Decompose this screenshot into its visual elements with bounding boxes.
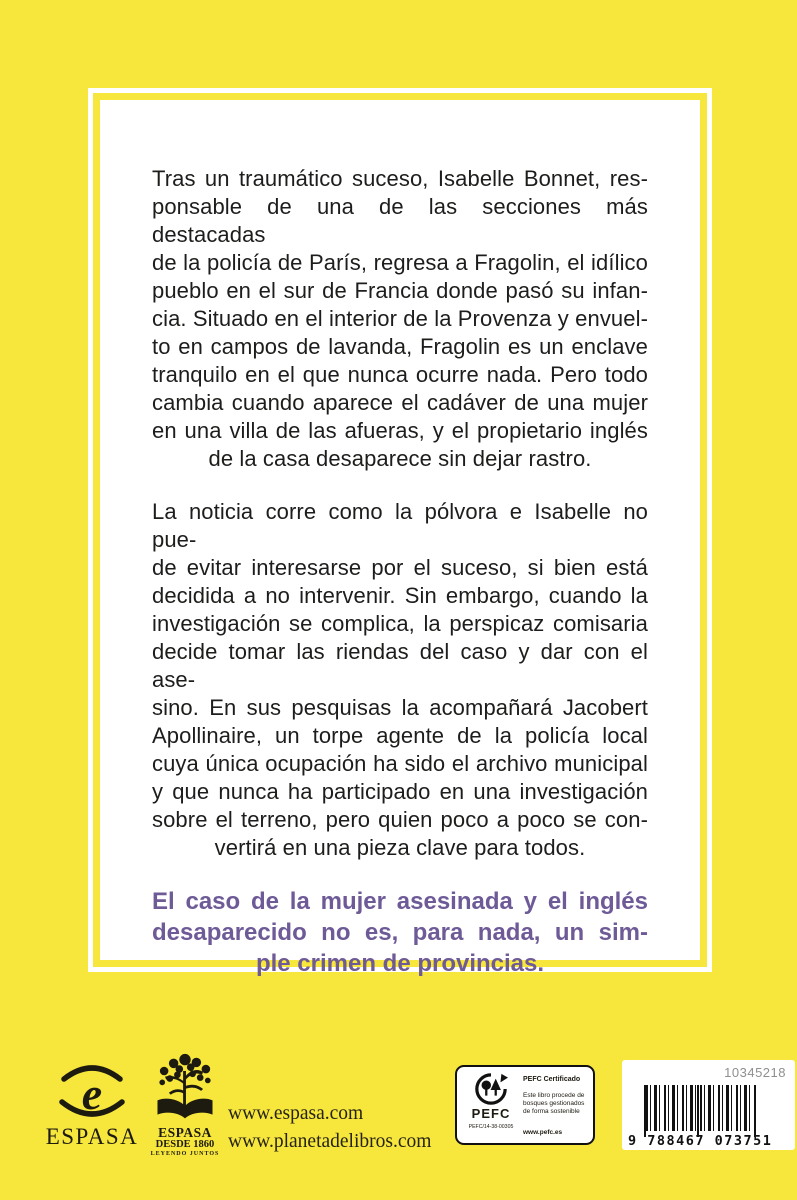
barcode-bars-pattern — [646, 1085, 754, 1131]
text-line: pueblo en el sur de Francia donde pasó su infan- — [152, 278, 648, 303]
tree-book-icon — [154, 1052, 216, 1126]
text-line: tranquilo en el que nunca ocurre nada. Pero todo — [152, 362, 648, 387]
pefc-label — [455, 1065, 595, 1145]
espasa-eye-icon — [53, 1062, 131, 1122]
espasa-url: www.espasa.com — [228, 1103, 364, 1124]
text-line: ple crimen de provincias. — [255, 950, 545, 977]
text-line: desaparecido no es, para nada, un sim- — [152, 919, 648, 946]
highlight-blurb — [152, 886, 648, 979]
text-line: de evitar interesarse por el suceso, si bien está — [152, 555, 648, 580]
pefc-description: Este libro procede de bosques gestionados de forma sostenible — [523, 1092, 585, 1115]
barcode-isbn-digits: 9 788467 073751 — [628, 1133, 773, 1149]
barcode-guard-middle — [697, 1085, 699, 1137]
barcode-bars — [644, 1085, 756, 1137]
barcode-sku: 10345218 — [724, 1065, 786, 1080]
text-line: sino. En sus pesquisas la acompañará Jacobert — [152, 695, 648, 720]
text-line: Apollinaire, un torpe agente de la policía local — [152, 723, 648, 748]
imprint-since: DESDE 1860 — [155, 1139, 215, 1150]
text-line: vertirá en una pieza clave para todos. — [214, 835, 586, 860]
pefc-name: PEFC — [471, 1106, 511, 1121]
text-line: de la policía de París, regresa a Fragolin, el idílico — [152, 250, 648, 275]
imprint-motto: LEYENDO JUNTOS — [150, 1151, 220, 1157]
text-line: investigación se complica, la perspicaz comisaria — [152, 611, 648, 636]
text-line: de la casa desaparece sin dejar rastro. — [208, 446, 592, 471]
synopsis-paragraph-2 — [152, 498, 648, 862]
pefc-title: PEFC Certificado — [523, 1076, 581, 1083]
websites-block — [228, 1100, 431, 1156]
barcode-guard-right — [754, 1085, 756, 1137]
text-line: cia. Situado en el interior de la Provenza y envuel- — [152, 306, 648, 331]
synopsis-panel — [93, 93, 707, 977]
text-line: y que nunca ha participado en una investigación — [152, 779, 648, 804]
text-line: sobre el terreno, pero quien poco a poco se con- — [152, 807, 648, 832]
imprint-name: ESPASA — [158, 1125, 212, 1140]
planetadelibros-url: www.planetadelibros.com — [228, 1131, 432, 1152]
espasa-e-glyph: e — [81, 1068, 103, 1119]
text-line: cuya única ocupación ha sido el archivo municipal — [152, 751, 648, 776]
espasa-wordmark: ESPASA — [45, 1124, 139, 1149]
pefc-website: www.pefc.es — [523, 1129, 563, 1136]
text-line: cambia cuando aparece el cadáver de una mujer — [152, 390, 648, 415]
pefc-right-column — [520, 1072, 588, 1139]
barcode-guard-left — [644, 1085, 646, 1137]
pefc-trees-icon — [474, 1072, 508, 1106]
synopsis-panel-inner — [100, 100, 700, 979]
synopsis-paragraph-1 — [152, 165, 648, 473]
text-line: El caso de la mujer asesinada y el inglés — [152, 888, 648, 915]
imprint-logo-block — [150, 1052, 220, 1159]
text-line: La noticia corre como la pólvora e Isabelle no pue- — [152, 499, 648, 552]
text-line: en una villa de las afueras, y el propietario inglés — [152, 418, 648, 443]
text-line: decide tomar las riendas del caso y dar con el ase- — [152, 639, 648, 692]
text-line: to en campos de lavanda, Fragolin es un enclave — [152, 334, 648, 359]
espasa-logo-block — [44, 1062, 140, 1150]
pefc-left-column — [462, 1072, 520, 1139]
pefc-certificate-code: PEFC/14-38-00305 — [468, 1124, 514, 1130]
text-line: ponsable de una de las secciones más destacadas — [152, 194, 648, 247]
text-line: Tras un traumático suceso, Isabelle Bonnet, res- — [152, 166, 648, 191]
barcode-label — [622, 1060, 795, 1150]
text-line: decidida a no intervenir. Sin embargo, cuando la — [152, 583, 648, 608]
